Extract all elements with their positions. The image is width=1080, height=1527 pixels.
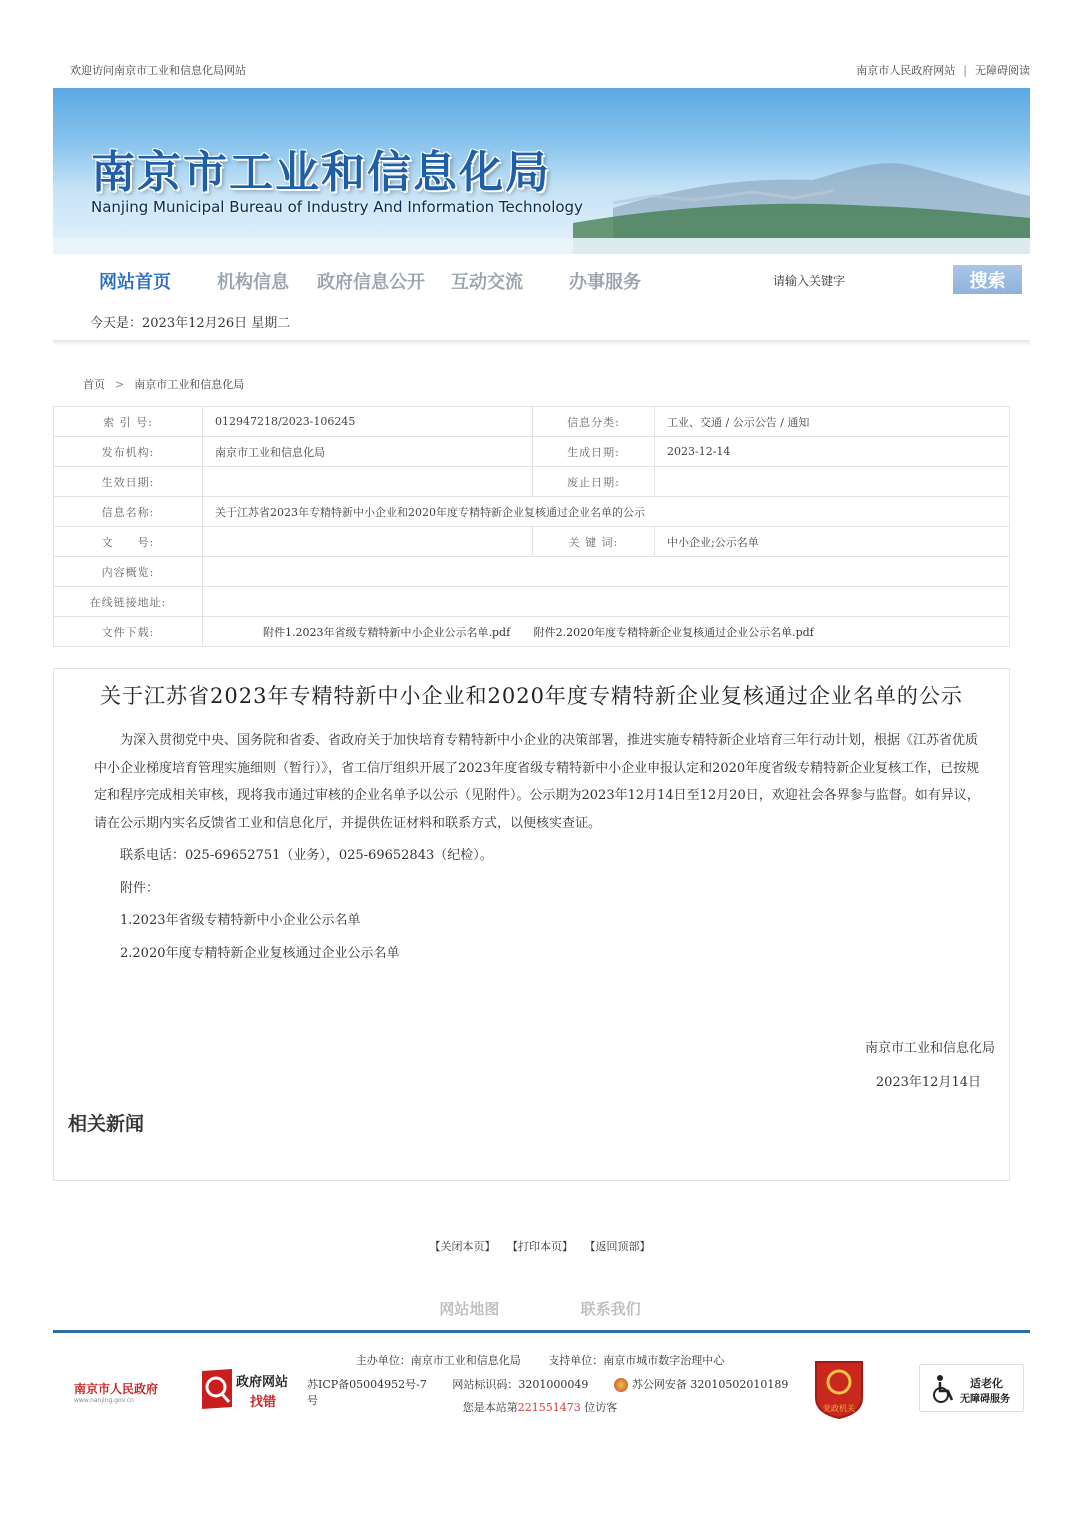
today-date: 今天是：2023年12月26日 星期二 [90,316,291,331]
keywords-value: 中小企业;公示名单 [655,527,1010,557]
link-label: 在线链接地址: [54,587,203,617]
top-links [856,62,1030,78]
related-news-title: 相关新闻 [68,1113,145,1135]
search-input[interactable] [773,266,943,296]
article-attachment-2: 2.2020年度专精特新企业复核通过企业公示名单 [120,945,400,961]
download-label: 文件下载: [54,617,203,647]
table-row [54,527,1010,557]
gov-logo-text: 南京市人民政府 [74,1382,159,1396]
article-attachments-label: 附件： [120,880,160,896]
article-signature: 南京市工业和信息化局 [864,1041,995,1056]
sitemap-link[interactable]: 网站地图 [439,1300,500,1318]
category-label: 信息分类: [533,407,655,437]
article-title: 关于江苏省2023年专精特新中小企业和2020年度专精特新企业复核通过企业名单的公示 [100,684,963,708]
breadcrumb [83,376,244,392]
nav-interaction[interactable]: 互动交流 [451,272,523,293]
effective-label: 生效日期: [54,467,203,497]
elder-friendly-button[interactable] [919,1364,1024,1412]
top-separator: | [963,64,967,77]
breadcrumb-arrow-icon: > [115,378,125,391]
publisher-label: 发布机构: [54,437,203,467]
table-row [54,617,1010,647]
docno-value [203,527,533,557]
link-value [203,587,1010,617]
table-row [54,437,1010,467]
welcome-text: 欢迎访问南京市工业和信息化局网站 [70,64,246,77]
article-attachment-1: 1.2023年省级专精特新中小企业公示名单 [120,913,361,928]
article-contact: 联系电话：025-69652751（业务），025-69652843（纪检）。 [120,848,493,863]
keywords-label: 关 键 词: [533,527,655,557]
breadcrumb-home[interactable]: 首页 [83,378,105,391]
created-value: 2023-12-14 [655,437,1010,467]
table-row [54,407,1010,437]
table-row [54,587,1010,617]
publisher-value: 南京市工业和信息化局 [203,437,533,467]
footer-links [0,1298,1080,1319]
footer-visitor-line [0,1399,1080,1415]
page-tools [0,1238,1080,1254]
party-badge-label: 党政机关 [823,1404,855,1413]
file-download-link-1[interactable]: 附件1.2023年省级专精特新中小企业公示名单.pdf [263,625,511,639]
back-to-top-button[interactable]: 【返回顶部】 [584,1240,651,1253]
close-page-button[interactable]: 【关闭本页】 [429,1240,496,1253]
index-label: 索 引 号: [54,407,203,437]
party-gov-badge-icon[interactable] [812,1358,866,1420]
accessibility-link[interactable]: 无障碍阅读 [975,64,1030,77]
elder-text-1: 适老化 [970,1377,1003,1390]
nav-home[interactable]: 网站首页 [99,272,171,293]
visitor-count: 221551473 [517,1401,581,1414]
index-value: 012947218/2023-106245 [203,407,533,437]
table-row [54,557,1010,587]
table-row [54,497,1010,527]
find-error-text-2: 找错 [250,1395,277,1410]
created-label: 生成日期: [533,437,655,467]
name-label: 信息名称: [54,497,203,527]
info-meta-table [53,406,1010,647]
site-title: 南京市工业和信息化局 [91,147,551,198]
header-divider [53,340,1030,346]
find-error-logo[interactable] [198,1367,298,1411]
effective-value [203,467,533,497]
summary-value [203,557,1010,587]
footer-icp[interactable]: 苏ICP备05004952号-7 [307,1378,427,1391]
article-paragraph: 为深入贯彻党中央、国务院和省委、省政府关于加快培育专精特新中小企业的决策部署，推进实施专精特新企业培育三年行动计划，根据《江苏省优质中小企业梯度培育管理实施细则（暂行）》，省工信厅组织开展了2023年度省级专精特新中小企业申报认定和2020年度省级专精特新企业复核工作，已按规定和程序完成相关审核，现将我市通过审核的企业名单予以公示（见附件）。公示期为2023年12月14日至12月20日，欢迎社会各界参与监督。如有异议，请在公示期内实名反馈省工业和信息化厅，并提供佐证材料和联系方式，以便核实查证。 [94,733,980,831]
breadcrumb-current[interactable]: 南京市工业和信息化局 [134,378,245,391]
header-banner [53,88,1030,254]
name-value: 关于江苏省2023年专精特新中小企业和2020年度专精特新企业复核通过企业名单的公示 [203,497,1010,527]
top-bar [70,62,1030,78]
main-nav [53,262,1030,302]
contact-us-link[interactable]: 联系我们 [580,1300,641,1318]
article-sign-date: 2023年12月14日 [875,1075,981,1090]
article-panel [53,668,1010,1181]
table-row [54,467,1010,497]
download-files [203,617,1010,647]
visitor-prefix: 您是本站第 [462,1401,518,1414]
footer-divider [53,1330,1030,1333]
site-title-en: Nanjing Municipal Bureau of Industry And Information Technology [91,198,583,216]
nanjing-gov-logo[interactable] [74,1380,158,1404]
nav-gov-info[interactable]: 政府信息公开 [317,272,425,293]
print-page-button[interactable]: 【打印本页】 [507,1240,573,1253]
docno-label: 文 号: [54,527,203,557]
nav-services[interactable]: 办事服务 [569,272,641,293]
visitor-suffix: 位访客 [580,1401,618,1414]
expire-label: 废止日期: [533,467,655,497]
footer-support: 支持单位：南京市城市数字治理中心 [548,1354,725,1367]
footer-police-text: 苏公网安备 32010502010189号 [307,1378,789,1407]
magnifier-icon [198,1367,234,1411]
nav-org-info[interactable]: 机构信息 [217,272,289,293]
gov-site-link[interactable]: 南京市人民政府网站 [856,64,956,77]
police-badge-icon [614,1378,628,1392]
file-download-link-2[interactable]: 附件2.2020年度专精特新企业复核通过企业公示名单.pdf [533,625,814,639]
search-button[interactable]: 搜索 [953,265,1022,294]
find-error-text-1: 政府网站 [236,1375,289,1390]
footer-site-id: 网站标识码：3201000049 [452,1378,589,1391]
gov-logo-url: www.nanjing.gov.cn [74,1397,134,1404]
category-value: 工业、交通 / 公示公告 / 通知 [655,407,1010,437]
wheelchair-icon [928,1373,960,1405]
elder-text-2: 无障碍服务 [960,1394,1010,1405]
article-body [94,727,986,967]
footer-host: 主办单位：南京市工业和信息化局 [355,1354,521,1367]
expire-value [655,467,1010,497]
footer-host-line [0,1352,1080,1368]
summary-label: 内容概览: [54,557,203,587]
